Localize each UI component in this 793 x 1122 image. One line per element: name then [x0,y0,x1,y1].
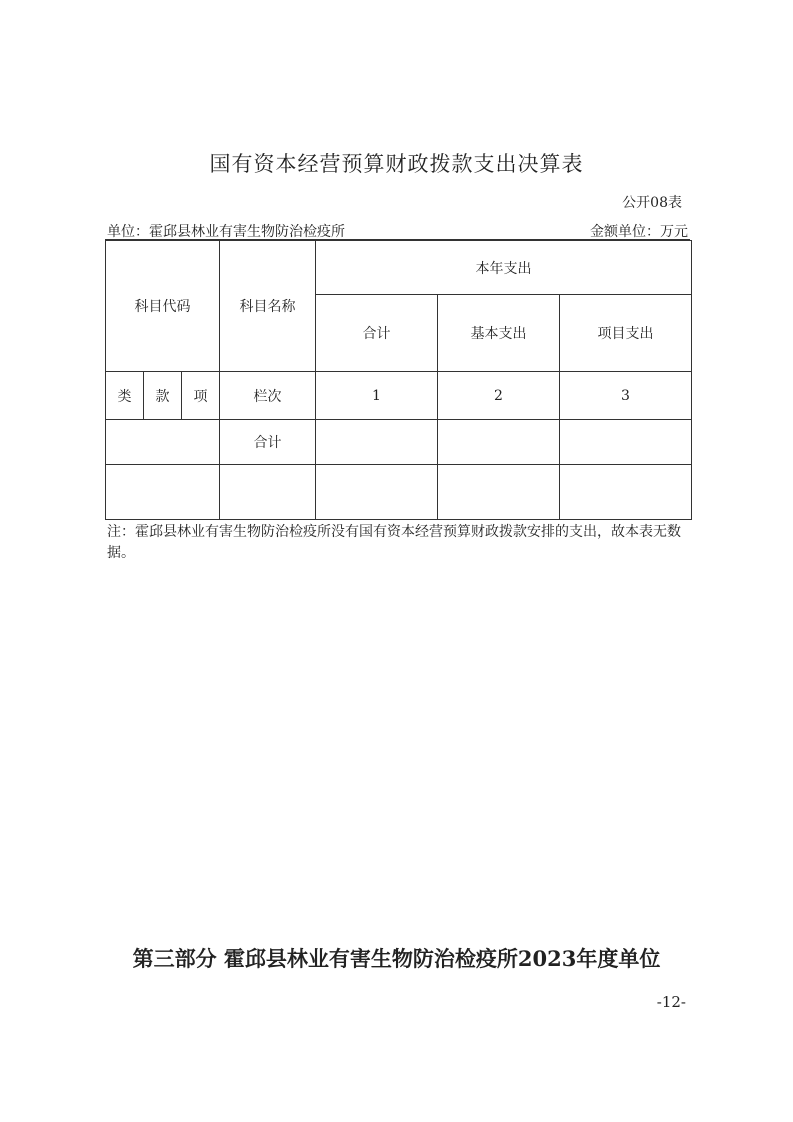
empty-row-name [220,465,316,520]
total-value-sum [316,420,438,465]
total-value-basic [438,420,560,465]
subject-name-header: 科目名称 [220,241,316,372]
total-row-label: 合计 [220,420,316,465]
code-section-label: 款 [144,372,182,420]
column-number-1: 1 [316,372,438,420]
column-row-label: 栏次 [220,372,316,420]
empty-row-project [560,465,692,520]
expenditure-table [105,240,692,520]
total-column-header: 合计 [316,295,438,372]
page-number: -12- [656,993,686,1011]
code-class-label: 类 [106,372,144,420]
empty-row-code [106,465,220,520]
unit-label: 单位：霍邱县林业有害生物防治检疫所 [107,224,345,240]
code-item-label: 项 [182,372,220,420]
empty-row-basic [438,465,560,520]
amount-unit-label: 金额单位：万元 [590,224,688,240]
basic-expenditure-header: 基本支出 [438,295,560,372]
empty-row-sum [316,465,438,520]
table-note: 注：霍邱县林业有害生物防治检疫所没有国有资本经营预算财政拨款安排的支出，故本表无数据。 [107,524,681,561]
column-number-2: 2 [438,372,560,420]
form-number: 公开08表 [622,195,682,211]
total-value-project [560,420,692,465]
project-expenditure-header: 项目支出 [560,295,692,372]
page-title: 国有资本经营预算财政拨款支出决算表 [209,152,584,176]
subject-code-header: 科目代码 [106,241,220,372]
column-number-3: 3 [560,372,692,420]
section-heading: 第三部分 霍邱县林业有害生物防治检疫所2023年度单位 [132,946,661,971]
current-year-expenditure-header: 本年支出 [316,241,692,295]
total-row-code [106,420,220,465]
